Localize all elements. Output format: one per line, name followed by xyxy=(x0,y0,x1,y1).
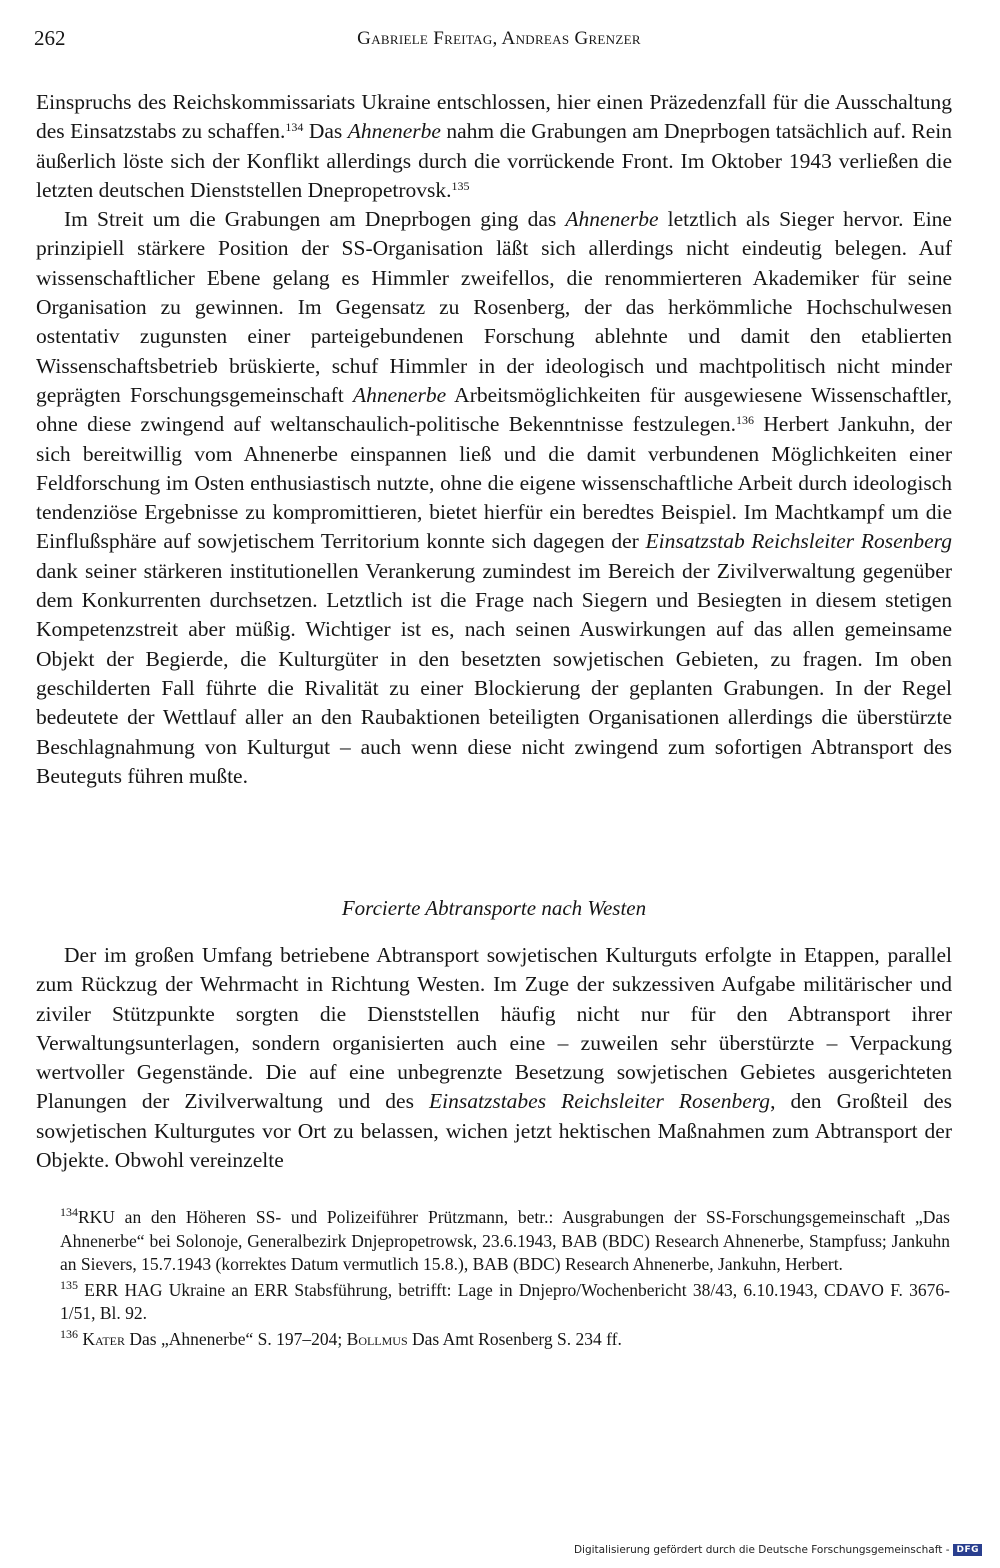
author-kater: Kater xyxy=(82,1328,126,1349)
emphasis-ahnenerbe: Ahnenerbe xyxy=(565,207,659,232)
page-header xyxy=(34,26,964,58)
footnote-ref-134: 134 xyxy=(285,120,304,135)
section-heading: Forcierte Abtransporte nach Westen xyxy=(341,896,647,920)
paragraph-3: Der im großen Umfang betriebene Abtransport sowjetischen Kulturguts erfolgte in Etappen, parallel zum Rückzug der Wehrmacht in Richtung Westen. Im Zuge der sukzessiven Aufgabe militärischer und ziviler Stützpunkte sorgten die Dienststellen häufig nicht nur für den Abtransport ihrer Verwaltungsunterlagen, sondern organisierten auch eine – zuweilen sehr überstürzte – Verpackung wertvoller Gegenstände. Die auf eine unbegrenzte Besetzung sowjetischen Gebietes ausgerichteten Planungen der Zivilverwaltung und des Einsatzstabes Reichsleiter Rosenberg, den Großteil des sowjetischen Kulturgutes vor Ort zu belassen, wichen jetzt hektischen Maßnahmen zum Abtransport der Objekte. Obwohl vereinzelte xyxy=(36,943,952,1173)
dfg-logo: DFG xyxy=(953,1544,982,1556)
emphasis-einsatzstab: Einsatzstabes Reichsleiter Rosenberg xyxy=(429,1089,771,1114)
emphasis-ahnenerbe: Ahnenerbe xyxy=(347,119,441,144)
emphasis-ahnenerbe: Ahnenerbe xyxy=(353,382,447,407)
footnote-135: $^{135}$ ERR HAG Ukraine an ERR Stabsführung, betrifft: Lage in Dnjepro/Wochenbericht 38/43, 6.10.1943, CDAVO F. 3676-1/51, Bl. 92. xyxy=(60,1277,950,1323)
footnote-ref-136: 136 xyxy=(735,413,754,428)
paragraph-1: Einspruchs des Reichskommissariats Ukraine entschlossen, hier einen Präzedenzfall für die Ausschaltung des Einsatzstabs zu schaffen.$^{134}$ Das Ahnenerbe nahm die Grabungen am Dneprbogen tatsächlich auf. Rein äußerlich löste sich der Konflikt allerdings durch die vorrückende Front. Im Oktober 1943 verließen die letzten deutschen Dienststellen Dnepropetrovsk.$^{135}$ xyxy=(36,90,952,202)
emphasis-einsatzstab: Einsatzstab Reichsleiter Rosenberg xyxy=(645,529,952,554)
main-text-block-2 xyxy=(36,941,952,1175)
digitization-text: Digitalisierung gefördert durch die Deutsche Forschungsgemeinschaft - xyxy=(573,1544,950,1556)
paragraph-2: Im Streit um die Grabungen am Dneprbogen ging das Ahnenerbe letztlich als Sieger hervor. Eine prinzipiell stärkere Position der SS-Organisation läßt sich allerdings nicht eindeutig belegen. Auf wissenschaftlicher Ebene gelang es Himmler zweifellos, die renommierteren Akademiker für seine Organisation zu gewinnen. Im Gegensatz zu Rosenberg, der das herkömmliche Hochschulwesen ostentativ zugunsten einer parteigebundenen Forschung ablehnte und damit den etablierten Wissenschaftsbetrieb brüskierte, schuf Himmler in der ideologisch und machtpolitisch nicht minder geprägten Forschungsgemeinschaft Ahnenerbe Arbeitsmöglichkeiten für ausgewiesene Wissenschaftler, ohne diese zwingend auf weltanschaulich-politische Bekenntnisse festzulegen.$^{136}$ Herbert Jankuhn, der sich bereitwillig vom Ahnenerbe einspannen ließ und die damit verbundenen Möglichkeiten einer Feldforschung im Osten enthusiastisch nutzte, ohne die eigene wissenschaftliche Arbeit durch ideologisch tendenziöse Ergebnisse zu kompromittieren, bietet hierfür ein beredtes Beispiel. Im Machtkampf um die Einflußsphäre auf sowjetischem Territorium konnte sich dagegen der Einsatzstab Reichsleiter Rosenberg dank seiner stärkeren institutionellen Verankerung zumindest im Bereich der Zivilverwaltung gegenüber dem Konkurrenten durchsetzen. Letztlich ist die Frage nach Siegern und Besiegten in diesem stetigen Kompetenzstreit aber müßig. Wichtiger ist es, nach seinen Auswirkungen auf das allen gemeinsame Objekt der Begierde, die Kulturgüter in den besetzten sowjetischen Gebieten, zu fragen. Im oben geschilderten Fall führte die Rivalität zu einer Blockierung der geplanten Grabungen. In der Regel bedeutete der Wettlauf aller an den Raubaktionen beteiligten Organisationen allerdings die überstürzte Beschlagnahmung von Kulturgut – auch wenn diese nicht zwingend zum sofortigen Abtransport des Beuteguts führen mußte. xyxy=(36,207,953,788)
footnotes xyxy=(60,1206,950,1353)
page-number: 262 xyxy=(34,26,66,50)
running-head: Gabriele Freitag, Andreas Grenzer xyxy=(357,28,641,49)
footnote-ref-135: 135 xyxy=(451,178,470,193)
digitization-note xyxy=(574,1544,982,1556)
author-bollmus: Bollmus xyxy=(346,1328,408,1349)
footnote-134: $^{134}$RKU an den Höheren SS- und Polizeiführer Prützmann, betr.: Ausgrabungen der SS-Forschungsgemeinschaft „Das Ahnenerbe“ bei Solonoje, Generalbezirk Dnjepropetrowsk, 23.6.1943, BAB (BDC) Research Ahnenerbe, Stampfuss; Jankuhn an Sievers, 15.7.1943 (korrektes Datum vermutlich 15.8.), BAB (BDC) Research Ahnenerbe, Jankuhn, Herbert. xyxy=(60,1205,950,1274)
main-text-block-1 xyxy=(36,88,952,791)
footnote-136: $^{136}$ Kater Das „Ahnenerbe“ S. 197–204; Bollmus Das Amt Rosenberg S. 234 ff. xyxy=(60,1326,622,1349)
